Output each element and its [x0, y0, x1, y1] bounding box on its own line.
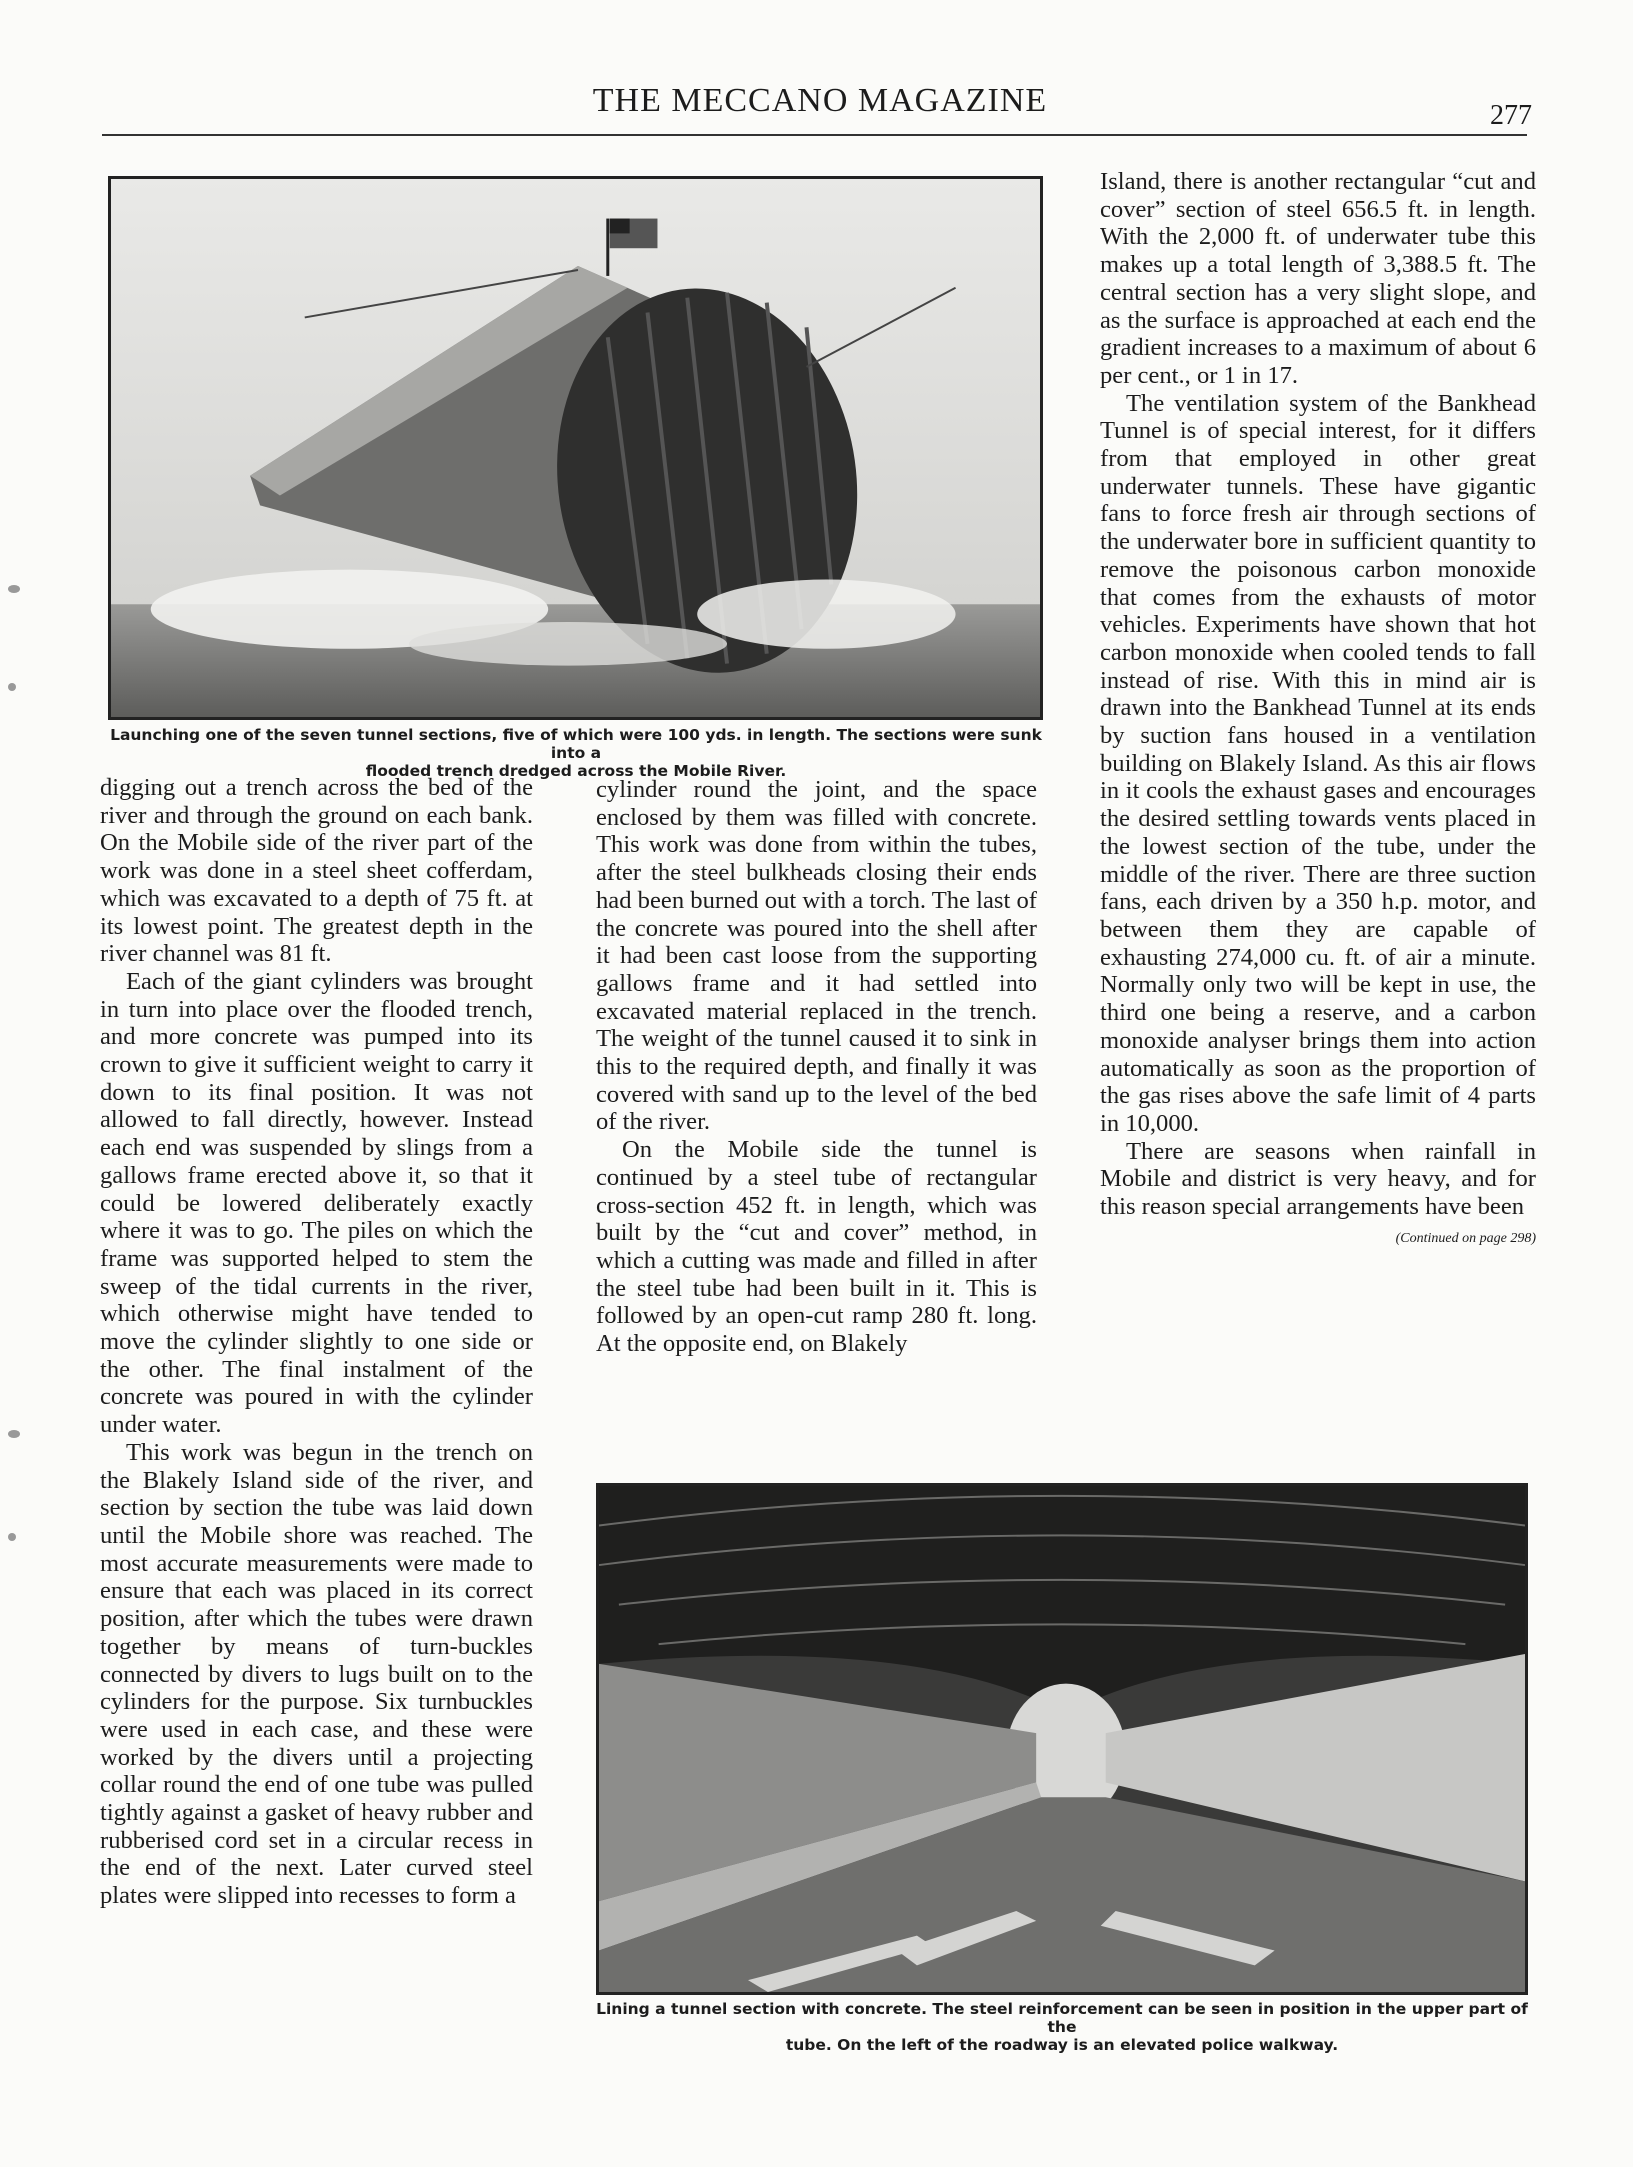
margin-mark — [8, 1430, 20, 1438]
launch-photo — [108, 176, 1043, 720]
tunnel-photo — [596, 1483, 1528, 1995]
page-number: 277 — [1490, 100, 1532, 131]
paragraph: There are seasons when rainfall in Mobile and district is very heavy, and for this reason special arrangements have been — [1100, 1137, 1536, 1221]
margin-mark — [8, 585, 20, 593]
tunnel-photo-caption — [586, 2000, 1538, 2054]
caption-line: Lining a tunnel section with concrete. The steel reinforcement can be seen in position in the upper part of the — [596, 2000, 1528, 2036]
article-column-middle — [596, 776, 1037, 1358]
continued-note: (Continued on page 298) — [1395, 1230, 1536, 1246]
article-column-left — [100, 774, 533, 1910]
margin-mark — [8, 1533, 16, 1541]
paragraph: Each of the giant cylinders was brought in turn into place over the flooded trench, and more concrete was pumped into its crown to give it sufficient weight to carry it down to its final position. It was not allowed to fall directly, however. Instead each end was suspended by slings from a gallows frame erected above it, so that it could be lowered deliberately exactly where it was to go. The piles on which the frame was supported helped to stem the sweep of the tidal currents in the river, which otherwise might have tended to move the cylinder slightly to one side or the other. The final instalment of the concrete was poured in with the cylinder under water. — [100, 967, 533, 1439]
article-column-right — [1100, 168, 1536, 1252]
paragraph: digging out a trench across the bed of the river and through the ground on each bank. On the Mobile side of the river part of the work was done in a steel sheet cofferdam, which was excavated to a depth of 75 ft. at its lowest point. The greatest depth in the river channel was 81 ft. — [100, 774, 533, 968]
header-rule — [102, 134, 1527, 136]
paragraph: cylinder round the joint, and the space enclosed by them was filled with concrete. This work was done from within the tubes, after the steel bulkheads closing their ends had been burned out with a torch. The last of the concrete was poured into the shell after it had been cast loose from the supporting gallows frame and it had settled into excavated material replaced in the trench. The weight of the tunnel caused it to sink in this to the required depth, and finally it was covered with sand up to the level of the bed of the river. — [596, 776, 1037, 1136]
paragraph: On the Mobile side the tunnel is continued by a steel tube of rectangular cross-section 452 ft. in length, which was built by the “cut and cover” method, in which a cutting was made and filled in after the steel tube had been built in it. This is followed by an open-cut ramp 280 ft. long. At the opposite end, on Blakely — [596, 1136, 1037, 1358]
magazine-title: THE MECCANO MAGAZINE — [592, 82, 1048, 119]
continued-note-row — [1100, 1221, 1536, 1253]
paragraph: Island, there is another rectangular “cut and cover” section of steel 656.5 ft. in length. With the 2,000 ft. of underwater tube this makes up a total length of 3,388.5 ft. The central section has a very slight slope, and as the surface is approached at each end the gradient increases to a maximum of about 6 per cent., or 1 in 17. — [1100, 168, 1536, 389]
caption-line: flooded trench dredged across the Mobile River. — [365, 762, 787, 780]
caption-line: Launching one of the seven tunnel sections, five of which were 100 yds. in length. The sections were sunk into a — [110, 726, 1042, 762]
paragraph: This work was begun in the trench on the Blakely Island side of the river, and section by section the tube was laid down until the Mobile shore was reached. The most accurate measurements were made to ensure that each was placed in its correct position, after which the tubes were drawn together by means of turn-buckles connected by divers to lugs built on to the cylinders for the purpose. Six turnbuckles were used in each case, and these were worked by the divers until a projecting collar round the end of one tube was pulled tightly against a gasket of heavy rubber and rubberised cord set in a circular recess in the end of the next. Later curved steel plates were slipped into recesses to form a — [100, 1438, 533, 1910]
launch-photo-caption — [100, 726, 1052, 780]
caption-line: tube. On the left of the roadway is an elevated police walkway. — [785, 2036, 1339, 2054]
paragraph: The ventilation system of the Bankhead Tunnel is of special interest, for it differs from that employed in other great underwater tunnels. These have gigantic fans to force fresh air through sections of the underwater bore in sufficient quantity to remove the poisonous carbon monoxide that comes from the exhausts of motor vehicles. Experiments have shown that hot carbon monoxide when cooled tends to fall instead of rise. With this in mind air is drawn into the Bankhead Tunnel at its ends by suction fans housed in a ventilation building on Blakely Island. As this air flows in it cools the exhaust gases and encourages the desired settling towards vents placed in the lowest section of the tube, under the middle of the river. There are three suction fans, each driven by a 350 h.p. motor, and between them they are capable of exhausting 274,000 cu. ft. of air a minute. Normally only two will be kept in use, the third one being a reserve, and a carbon monoxide analyser brings them into action automatically as soon as the proportion of the gas rises above the safe limit of 4 parts in 10,000. — [1100, 389, 1536, 1137]
margin-mark — [8, 683, 16, 691]
